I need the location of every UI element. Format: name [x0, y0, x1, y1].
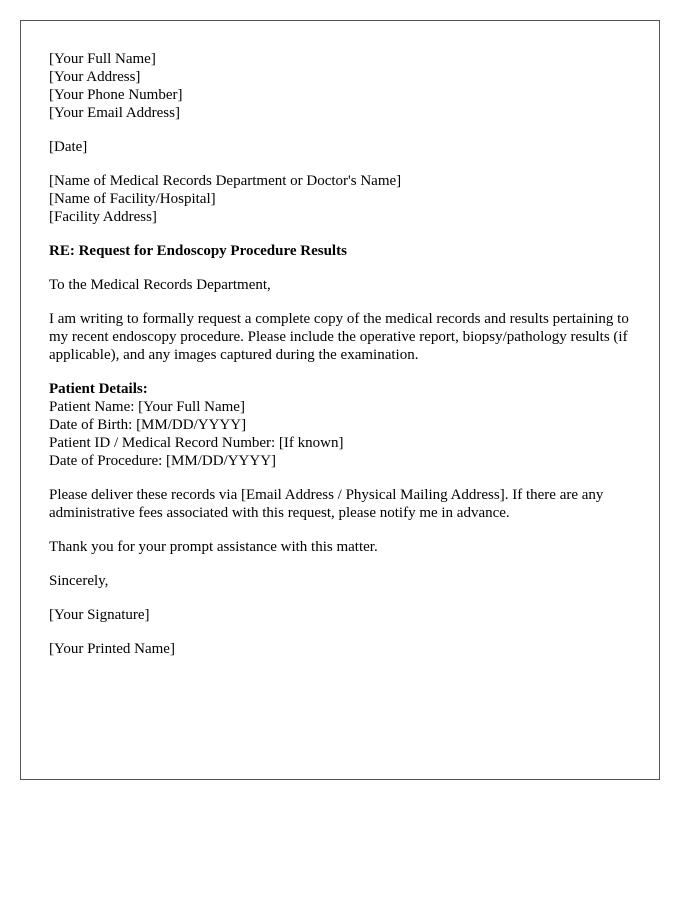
thanks-line: Thank you for your prompt assistance with this matter. — [49, 539, 378, 555]
closing-line: Sincerely, — [49, 573, 109, 589]
letter-body — [49, 50, 639, 674]
sender-block — [49, 50, 639, 122]
sender-phone: [Your Phone Number] — [49, 87, 183, 103]
patient-name-line: Patient Name: [Your Full Name] — [49, 399, 245, 415]
patient-details-block — [49, 380, 639, 470]
letter-page — [20, 20, 660, 780]
signature-placeholder: [Your Signature] — [49, 607, 150, 623]
sender-email: [Your Email Address] — [49, 105, 180, 121]
body-paragraph-2-text: Please deliver these records via [Email Address / Physical Mailing Address]. If there are any administrative fees associated with this request, please notify me in advance. — [49, 487, 604, 521]
subject-block — [49, 242, 639, 260]
date-block — [49, 138, 639, 156]
thanks-block — [49, 538, 639, 556]
body-paragraph-1 — [49, 310, 639, 364]
patient-dob-line: Date of Birth: [MM/DD/YYYY] — [49, 417, 247, 433]
salutation-block — [49, 276, 639, 294]
body-paragraph-1-text: I am writing to formally request a complete copy of the medical records and results pertaining to my recent endoscopy procedure. Please include the operative report, biopsy/pathology results (if applicable), and any images captured during the examination. — [49, 311, 629, 363]
patient-details-heading: Patient Details: — [49, 381, 148, 397]
body-paragraph-2 — [49, 486, 639, 522]
subject-line: RE: Request for Endoscopy Procedure Results — [49, 243, 347, 259]
procedure-date-line: Date of Procedure: [MM/DD/YYYY] — [49, 453, 277, 469]
recipient-department: [Name of Medical Records Department or Doctor's Name] — [49, 173, 402, 189]
letter-date: [Date] — [49, 139, 88, 155]
sender-address: [Your Address] — [49, 69, 141, 85]
printed-name-block — [49, 640, 639, 658]
patient-record-number-line: Patient ID / Medical Record Number: [If known] — [49, 435, 344, 451]
recipient-facility: [Name of Facility/Hospital] — [49, 191, 216, 207]
printed-name-placeholder: [Your Printed Name] — [49, 641, 175, 657]
recipient-address: [Facility Address] — [49, 209, 157, 225]
salutation: To the Medical Records Department, — [49, 277, 271, 293]
signature-block — [49, 606, 639, 624]
sender-name: [Your Full Name] — [49, 51, 156, 67]
closing-block — [49, 572, 639, 590]
recipient-block — [49, 172, 639, 226]
